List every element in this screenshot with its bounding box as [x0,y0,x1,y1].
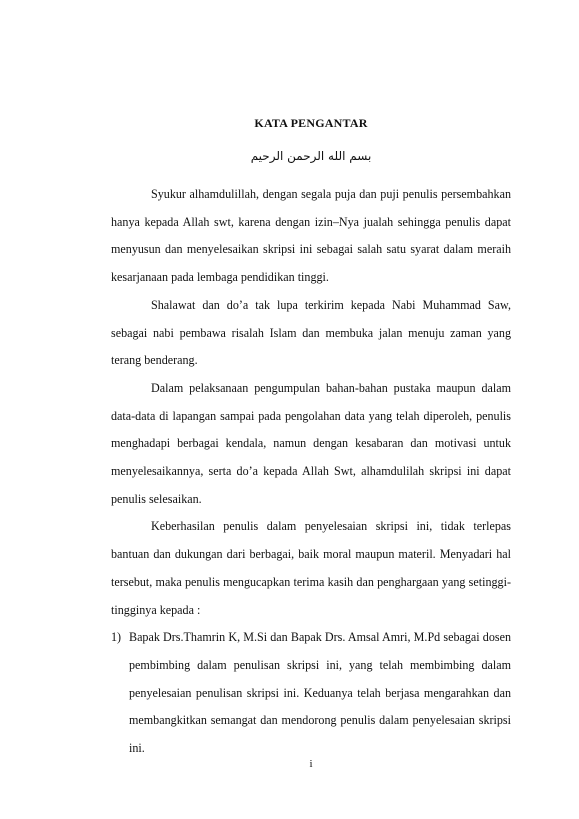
page-number: i [309,758,313,770]
paragraph-process: Dalam pelaksanaan pengumpulan bahan-bahan pustaka maupun dalam data-data di lapangan sampai pada pengolahan data yang telah diperoleh, penulis menghadapi berbagai kendala, namun dengan kesabaran dan motivasi untuk menyelesaikannya, serta do’a kepada Allah Swt, alhamdulilah skripsi ini dapat penulis selesaikan. [111,380,511,506]
body-text [111,181,511,763]
page-title: KATA PENGANTAR [254,116,368,130]
list-item-text: Bapak Drs.Thamrin K, M.Si dan Bapak Drs. Amsal Amri, M.Pd sebagai dosen pembimbing dalam penulisan skripsi ini, yang telah membimbing dalam penyelesaian penulisan skripsi ini. Keduanya telah berjasa mengarahkan dan membangkitkan semangat dan mendorong penulis dalam penyelesaian skripsi ini. [129,630,511,756]
basmalah-text: بسم الله الرحمن الرحيم [250,149,372,163]
paragraph-gratitude: Syukur alhamdulillah, dengan segala puja dan puji penulis persembahkan hanya kepada Allah swt, karena dengan izin–Nya jualah sehingga penulis dapat menyusun dan menyelesaikan skripsi ini sebagai salah satu syarat dalam meraih kesarjanaan pada lembaga pendidikan tinggi. [111,187,511,285]
paragraph-shalawat: Shalawat dan do’a tak lupa terkirim kepada Nabi Muhammad Saw, sebagai nabi pembawa risalah Islam dan membuka jalan menuju zaman yang terang benderang. [111,297,511,368]
list-item-number: 1) [111,630,122,645]
thanks-list [111,624,511,763]
list-item [111,624,511,763]
paragraph-acknowledgement: Keberhasilan penulis dalam penyelesaian skripsi ini, tidak terlepas bantuan dan dukungan dari berbagai, baik moral maupun materil. Menyadari hal tersebut, maka penulis mengucapkan terima kasih dan penghargaan yang setinggi-tingginya kepada : [111,519,511,617]
